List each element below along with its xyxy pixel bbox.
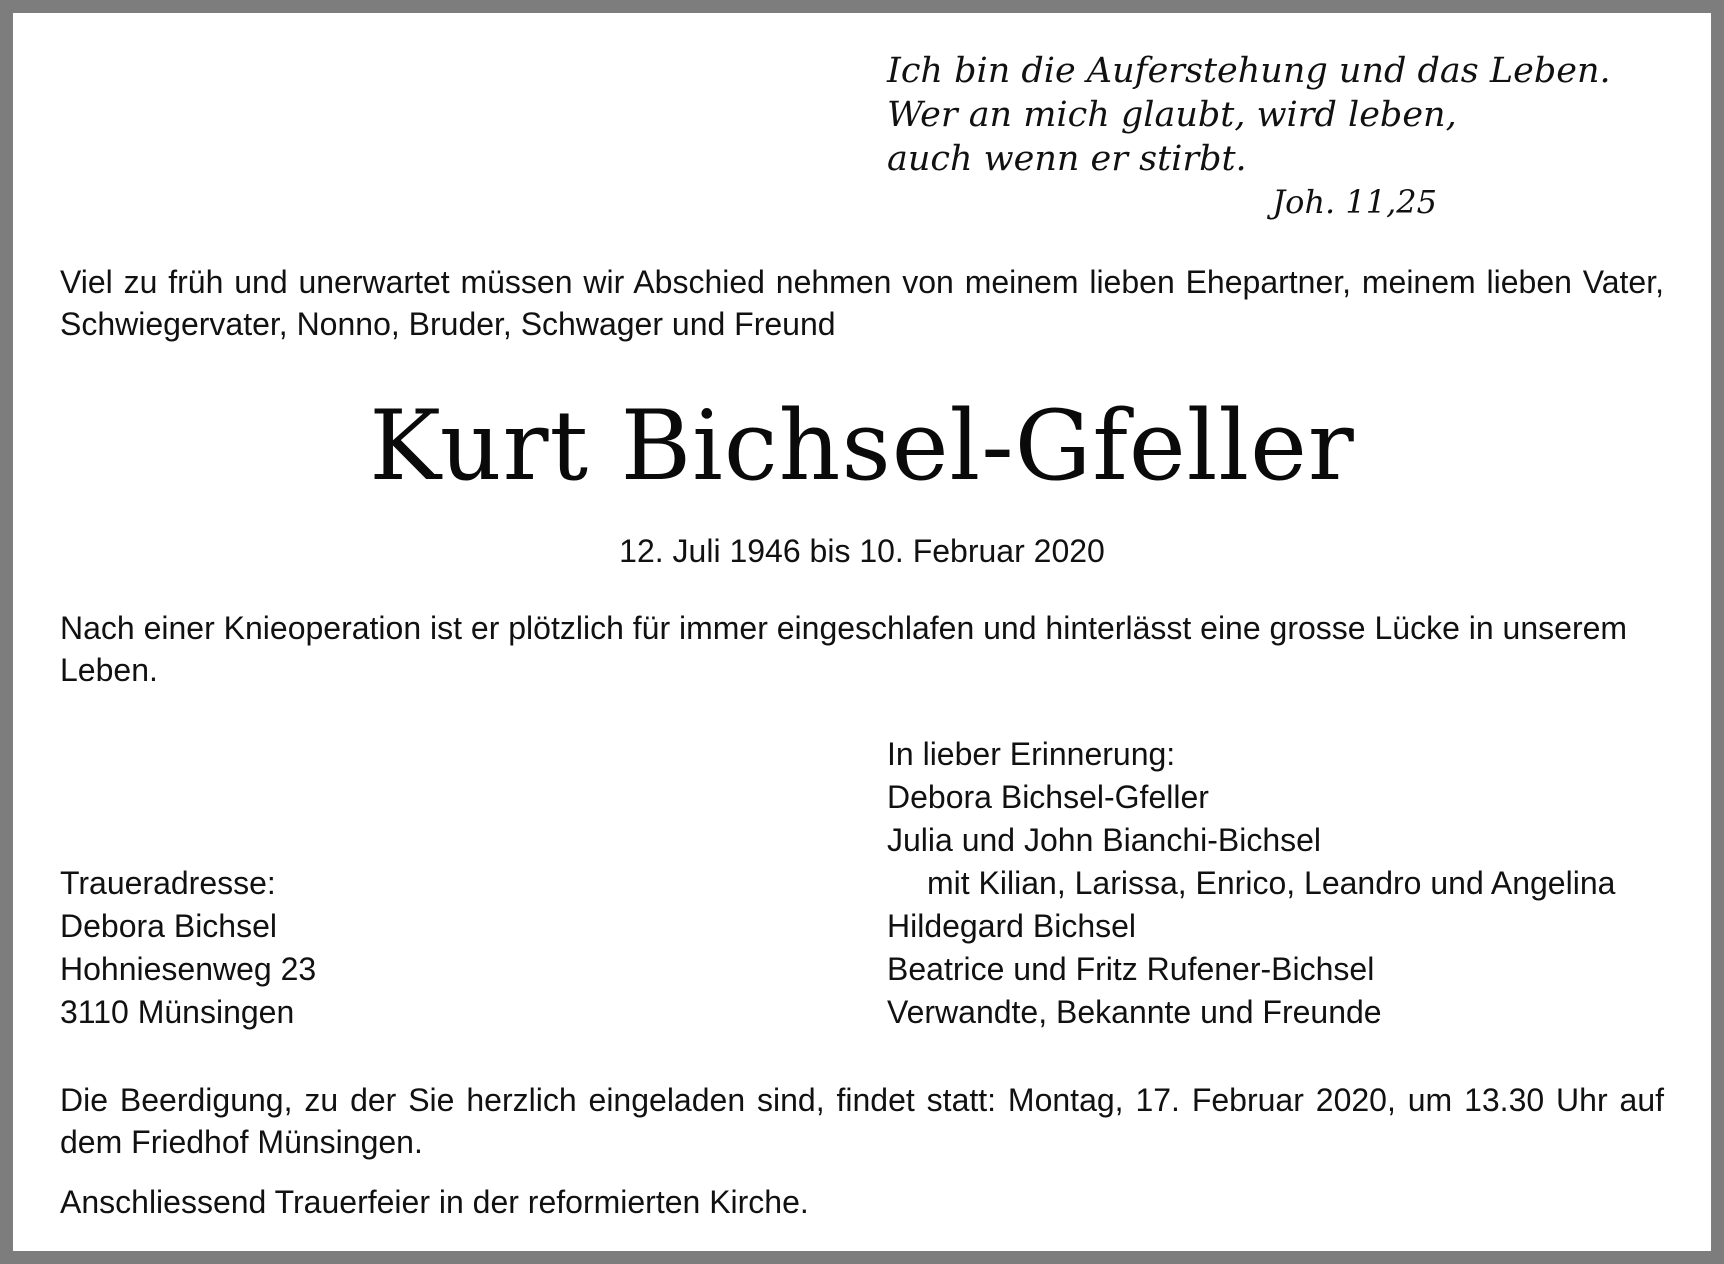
funeral-info: Die Beerdigung, zu der Sie herzlich eingeladen sind, findet statt: Montag, 17. Februar 2020, um 13.30 Uhr auf dem Friedhof Münsingen. — [60, 1082, 1664, 1160]
intro-text: Viel zu früh und unerwartet müssen wir Abschied nehmen von meinem lieben Ehepartner, meinem lieben Vater, Schwiegervater, Nonno, Bruder, Schwager und Freund — [60, 264, 1664, 342]
memorial-info: Anschliessend Trauerfeier in der reformierten Kirche. — [60, 1184, 809, 1220]
mourning-address — [60, 862, 316, 1034]
quote-reference: Joh. 11,25 — [1272, 183, 1437, 221]
family-member: Debora Bichsel-Gfeller — [887, 779, 1209, 815]
cause-text: Nach einer Knieoperation ist er plötzlich für immer eingeschlafen und hinterlässt eine grosse Lücke in unserem Leben. — [60, 610, 1628, 688]
family-member: Verwandte, Bekannte und Freunde — [887, 994, 1382, 1030]
life-dates: 12. Juli 1946 bis 10. Februar 2020 — [619, 533, 1105, 569]
family-member: Beatrice und Fritz Rufener-Bichsel — [887, 951, 1375, 987]
quote-line: auch wenn er stirbt. — [887, 139, 1247, 179]
bible-quote — [887, 49, 1611, 181]
family-member: Julia und John Bianchi-Bichsel — [887, 822, 1322, 858]
family-list — [887, 733, 1615, 1034]
obituary-page — [13, 13, 1711, 1251]
address-heading: Traueradresse: — [60, 865, 276, 901]
deceased-name: Kurt Bichsel-Gfeller — [369, 390, 1355, 502]
address-line: Debora Bichsel — [60, 908, 277, 944]
family-member: Hildegard Bichsel — [887, 908, 1137, 944]
address-line: 3110 Münsingen — [60, 994, 295, 1030]
family-member: mit Kilian, Larissa, Enrico, Leandro und Angelina — [927, 865, 1616, 901]
quote-line: Wer an mich glaubt, wird leben, — [887, 95, 1457, 135]
address-line: Hohniesenweg 23 — [60, 951, 317, 987]
family-heading: In lieber Erinnerung: — [887, 736, 1176, 772]
quote-line: Ich bin die Auferstehung und das Leben. — [887, 51, 1611, 91]
